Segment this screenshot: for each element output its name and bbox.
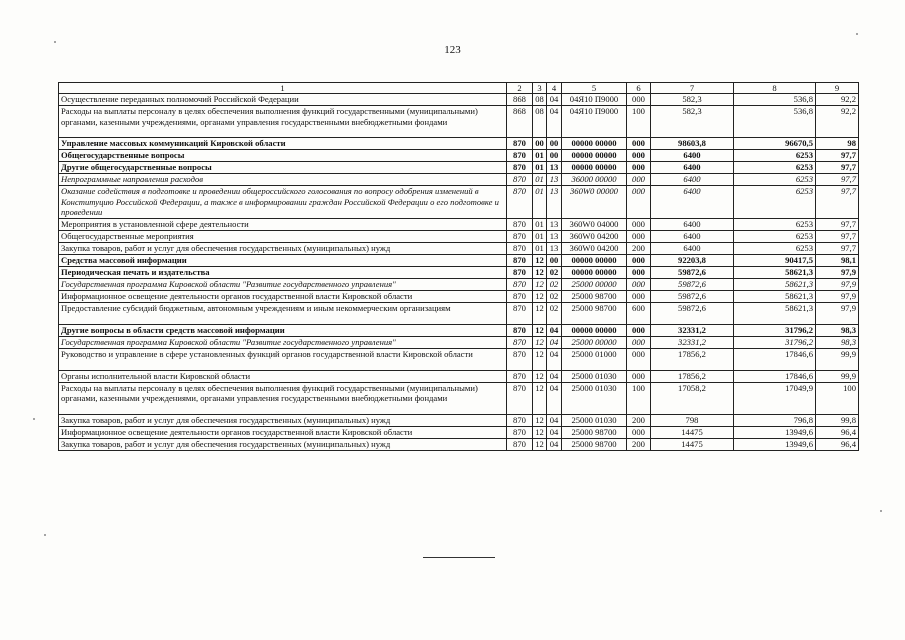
table-body (59, 83, 859, 451)
footer-divider (423, 557, 495, 558)
cell-col-article: 25000 98700 (562, 290, 627, 302)
cell-col-planned: 59872,6 (651, 302, 734, 324)
table-row (59, 174, 859, 186)
cell-col-expense-type: 000 (627, 278, 651, 290)
cell-col-section: 01 (533, 186, 547, 218)
cell-col-ministry: 870 (507, 230, 533, 242)
cell-col-expense-type: 000 (627, 324, 651, 336)
cell-col-article: 25000 98700 (562, 438, 627, 450)
cell-col-article: 360W0 04200 (562, 230, 627, 242)
cell-col-executed: 58621,3 (734, 266, 816, 278)
cell-col-ministry: 870 (507, 414, 533, 426)
cell-col-ministry: 870 (507, 426, 533, 438)
table-row (59, 336, 859, 348)
cell-col-planned: 6400 (651, 186, 734, 218)
cell-col-subsection: 04 (547, 348, 562, 370)
cell-col-expense-type: 000 (627, 174, 651, 186)
cell-col-subsection: 02 (547, 278, 562, 290)
table-row (59, 426, 859, 438)
cell-col-section: 12 (533, 266, 547, 278)
cell-col-name: Государственная программа Кировской области "Развитие государственного управления" (59, 278, 507, 290)
cell-col-section: 12 (533, 438, 547, 450)
table-row (59, 438, 859, 450)
cell-col-ministry: 870 (507, 324, 533, 336)
cell-col-ministry: 868 (507, 94, 533, 106)
cell-col-name: Мероприятия в установленной сфере деятельности (59, 218, 507, 230)
cell-col-subsection: 04 (547, 426, 562, 438)
cell-col-article: 25000 01030 (562, 414, 627, 426)
cell-col-percent: 97,7 (816, 242, 859, 254)
cell-col-article: 360W0 00000 (562, 186, 627, 218)
cell-col-expense-type: 000 (627, 138, 651, 150)
cell-col-planned: 17856,2 (651, 348, 734, 370)
cell-col-subsection: 04 (547, 336, 562, 348)
cell-col-percent: 98 (816, 138, 859, 150)
cell-col-subsection: 13 (547, 218, 562, 230)
cell-col-subsection: 13 (547, 186, 562, 218)
cell-col-executed: 17846,6 (734, 370, 816, 382)
table-row (59, 278, 859, 290)
cell-col-name: Расходы на выплаты персоналу в целях обеспечения выполнения функций государственными (муниципальными) органами, казенными учреждениями, органами управления государственными внебюджетными фондами (59, 382, 507, 414)
cell-col-section: 12 (533, 254, 547, 266)
cell-col-percent: 96,4 (816, 426, 859, 438)
table-row (59, 162, 859, 174)
scan-speck (54, 41, 56, 43)
cell-col-section: 12 (533, 336, 547, 348)
cell-col-planned: 14475 (651, 426, 734, 438)
cell-col-expense-type: 100 (627, 382, 651, 414)
cell-col-executed: 17846,6 (734, 348, 816, 370)
cell-col-percent: 96,4 (816, 438, 859, 450)
cell-col-planned: 17856,2 (651, 370, 734, 382)
cell-col-expense-type: 200 (627, 242, 651, 254)
cell-col-name: Закупка товаров, работ и услуг для обеспечения государственных (муниципальных) нужд (59, 438, 507, 450)
cell-col-article: 04Я10 П9000 (562, 94, 627, 106)
cell-col-executed: 58621,3 (734, 302, 816, 324)
cell-col-ministry: 870 (507, 186, 533, 218)
cell-col-subsection: 04 (547, 438, 562, 450)
cell-col-section: 01 (533, 150, 547, 162)
cell-col-section: 12 (533, 290, 547, 302)
cell-col-section: 12 (533, 324, 547, 336)
cell-col-subsection: 04 (547, 324, 562, 336)
cell-col-subsection: 13 (547, 230, 562, 242)
cell-col-percent: 97,7 (816, 218, 859, 230)
cell-col-expense-type: 000 (627, 266, 651, 278)
cell-col-expense-type: 000 (627, 426, 651, 438)
table-row (59, 324, 859, 336)
cell-col-article: 25000 01000 (562, 348, 627, 370)
cell-col-expense-type: 200 (627, 438, 651, 450)
table-row (59, 370, 859, 382)
cell-col-ministry: 868 (507, 106, 533, 138)
cell-col-article: 25000 00000 (562, 336, 627, 348)
header-cell-col-section: 3 (533, 83, 547, 94)
table-row (59, 150, 859, 162)
cell-col-section: 01 (533, 218, 547, 230)
header-cell-col-percent: 9 (816, 83, 859, 94)
cell-col-planned: 92203,8 (651, 254, 734, 266)
header-cell-col-executed: 8 (734, 83, 816, 94)
cell-col-ministry: 870 (507, 348, 533, 370)
cell-col-ministry: 870 (507, 150, 533, 162)
cell-col-subsection: 04 (547, 414, 562, 426)
table-row (59, 242, 859, 254)
budget-table (58, 82, 859, 451)
cell-col-name: Другие вопросы в области средств массовой информации (59, 324, 507, 336)
cell-col-planned: 798 (651, 414, 734, 426)
header-cell-col-planned: 7 (651, 83, 734, 94)
cell-col-percent: 97,7 (816, 186, 859, 218)
cell-col-section: 01 (533, 242, 547, 254)
cell-col-planned: 6400 (651, 162, 734, 174)
cell-col-expense-type: 000 (627, 230, 651, 242)
cell-col-expense-type: 000 (627, 290, 651, 302)
cell-col-name: Органы исполнительной власти Кировской области (59, 370, 507, 382)
header-cell-col-expense-type: 6 (627, 83, 651, 94)
cell-col-subsection: 13 (547, 242, 562, 254)
cell-col-executed: 796,8 (734, 414, 816, 426)
table-row (59, 254, 859, 266)
cell-col-subsection: 00 (547, 150, 562, 162)
cell-col-article: 00000 00000 (562, 162, 627, 174)
cell-col-article: 25000 98700 (562, 426, 627, 438)
cell-col-section: 01 (533, 230, 547, 242)
cell-col-executed: 17049,9 (734, 382, 816, 414)
cell-col-article: 00000 00000 (562, 324, 627, 336)
cell-col-percent: 97,7 (816, 230, 859, 242)
cell-col-section: 01 (533, 162, 547, 174)
cell-col-percent: 99,8 (816, 414, 859, 426)
cell-col-article: 00000 00000 (562, 254, 627, 266)
cell-col-section: 00 (533, 138, 547, 150)
cell-col-expense-type: 000 (627, 94, 651, 106)
cell-col-expense-type: 000 (627, 218, 651, 230)
cell-col-subsection: 04 (547, 106, 562, 138)
table-row (59, 266, 859, 278)
cell-col-percent: 97,7 (816, 150, 859, 162)
table-row (59, 94, 859, 106)
cell-col-executed: 536,8 (734, 106, 816, 138)
cell-col-ministry: 870 (507, 290, 533, 302)
cell-col-ministry: 870 (507, 174, 533, 186)
cell-col-ministry: 870 (507, 218, 533, 230)
cell-col-percent: 100 (816, 382, 859, 414)
cell-col-section: 08 (533, 94, 547, 106)
cell-col-section: 01 (533, 174, 547, 186)
cell-col-ministry: 870 (507, 138, 533, 150)
cell-col-section: 12 (533, 426, 547, 438)
scan-speck (44, 534, 46, 536)
cell-col-article: 360W0 04000 (562, 218, 627, 230)
cell-col-subsection: 04 (547, 94, 562, 106)
cell-col-planned: 32331,2 (651, 336, 734, 348)
cell-col-section: 12 (533, 370, 547, 382)
cell-col-executed: 6253 (734, 162, 816, 174)
cell-col-percent: 98,3 (816, 336, 859, 348)
cell-col-percent: 97,9 (816, 302, 859, 324)
cell-col-name: Предоставление субсидий бюджетным, автономным учреждениям и иным некоммерческим организациям (59, 302, 507, 324)
cell-col-section: 12 (533, 278, 547, 290)
cell-col-ministry: 870 (507, 382, 533, 414)
cell-col-percent: 98,3 (816, 324, 859, 336)
cell-col-planned: 6400 (651, 150, 734, 162)
cell-col-name: Управление массовых коммуникаций Кировской области (59, 138, 507, 150)
cell-col-ministry: 870 (507, 278, 533, 290)
cell-col-planned: 17058,2 (651, 382, 734, 414)
cell-col-name: Периодическая печать и издательства (59, 266, 507, 278)
cell-col-name: Информационное освещение деятельности органов государственной власти Кировской области (59, 290, 507, 302)
cell-col-percent: 99,9 (816, 370, 859, 382)
cell-col-percent: 97,9 (816, 266, 859, 278)
cell-col-subsection: 00 (547, 138, 562, 150)
cell-col-name: Закупка товаров, работ и услуг для обеспечения государственных (муниципальных) нужд (59, 414, 507, 426)
cell-col-name: Закупка товаров, работ и услуг для обеспечения государственных (муниципальных) нужд (59, 242, 507, 254)
cell-col-ministry: 870 (507, 438, 533, 450)
cell-col-percent: 97,7 (816, 162, 859, 174)
cell-col-executed: 6253 (734, 230, 816, 242)
cell-col-executed: 6253 (734, 218, 816, 230)
cell-col-ministry: 870 (507, 242, 533, 254)
scan-speck (880, 510, 882, 512)
cell-col-article: 00000 00000 (562, 138, 627, 150)
cell-col-expense-type: 000 (627, 348, 651, 370)
cell-col-name: Общегосударственные мероприятия (59, 230, 507, 242)
table-row (59, 218, 859, 230)
cell-col-ministry: 870 (507, 336, 533, 348)
cell-col-planned: 59872,6 (651, 290, 734, 302)
cell-col-percent: 92,2 (816, 94, 859, 106)
header-cell-col-subsection: 4 (547, 83, 562, 94)
cell-col-article: 25000 00000 (562, 278, 627, 290)
cell-col-name: Государственная программа Кировской области "Развитие государственного управления" (59, 336, 507, 348)
cell-col-percent: 97,7 (816, 174, 859, 186)
cell-col-executed: 31796,2 (734, 324, 816, 336)
table-row (59, 290, 859, 302)
cell-col-section: 08 (533, 106, 547, 138)
cell-col-percent: 97,9 (816, 278, 859, 290)
cell-col-planned: 582,3 (651, 106, 734, 138)
cell-col-article: 36000 00000 (562, 174, 627, 186)
cell-col-subsection: 02 (547, 266, 562, 278)
cell-col-percent: 92,2 (816, 106, 859, 138)
cell-col-article: 25000 01030 (562, 382, 627, 414)
cell-col-subsection: 04 (547, 370, 562, 382)
cell-col-expense-type: 000 (627, 186, 651, 218)
cell-col-ministry: 870 (507, 162, 533, 174)
cell-col-subsection: 02 (547, 302, 562, 324)
cell-col-name: Расходы на выплаты персоналу в целях обеспечения выполнения функций государственными (муниципальными) органами, казенными учреждениями, органами управления государственными внебюджетными фондами (59, 106, 507, 138)
cell-col-section: 12 (533, 348, 547, 370)
cell-col-name: Руководство и управление в сфере установленных функций органов государственной власти Кировской области (59, 348, 507, 370)
table-row (59, 230, 859, 242)
cell-col-ministry: 870 (507, 370, 533, 382)
cell-col-expense-type: 000 (627, 370, 651, 382)
cell-col-executed: 90417,5 (734, 254, 816, 266)
cell-col-executed: 96670,5 (734, 138, 816, 150)
cell-col-section: 12 (533, 302, 547, 324)
cell-col-name: Другие общегосударственные вопросы (59, 162, 507, 174)
cell-col-expense-type: 000 (627, 336, 651, 348)
table-row (59, 106, 859, 138)
table-row (59, 186, 859, 218)
cell-col-executed: 6253 (734, 150, 816, 162)
header-cell-col-article: 5 (562, 83, 627, 94)
cell-col-planned: 6400 (651, 242, 734, 254)
cell-col-article: 04Я10 П9000 (562, 106, 627, 138)
header-cell-col-ministry: 2 (507, 83, 533, 94)
cell-col-planned: 32331,2 (651, 324, 734, 336)
cell-col-executed: 6253 (734, 186, 816, 218)
cell-col-planned: 14475 (651, 438, 734, 450)
cell-col-ministry: 870 (507, 302, 533, 324)
cell-col-percent: 97,9 (816, 290, 859, 302)
cell-col-name: Осуществление переданных полномочий Российской Федерации (59, 94, 507, 106)
cell-col-article: 00000 00000 (562, 150, 627, 162)
cell-col-expense-type: 000 (627, 150, 651, 162)
cell-col-name: Непрограммные направления расходов (59, 174, 507, 186)
cell-col-planned: 6400 (651, 230, 734, 242)
cell-col-executed: 13949,6 (734, 438, 816, 450)
cell-col-expense-type: 200 (627, 414, 651, 426)
cell-col-subsection: 02 (547, 290, 562, 302)
cell-col-expense-type: 000 (627, 162, 651, 174)
cell-col-article: 25000 01030 (562, 370, 627, 382)
cell-col-executed: 6253 (734, 242, 816, 254)
table-header-row (59, 83, 859, 94)
cell-col-expense-type: 000 (627, 254, 651, 266)
page-number: 123 (444, 44, 461, 56)
cell-col-executed: 536,8 (734, 94, 816, 106)
cell-col-ministry: 870 (507, 266, 533, 278)
cell-col-planned: 59872,6 (651, 266, 734, 278)
cell-col-executed: 13949,6 (734, 426, 816, 438)
cell-col-name: Информационное освещение деятельности органов государственной власти Кировской области (59, 426, 507, 438)
cell-col-planned: 582,3 (651, 94, 734, 106)
cell-col-percent: 98,1 (816, 254, 859, 266)
table-row (59, 382, 859, 414)
cell-col-executed: 58621,3 (734, 278, 816, 290)
cell-col-article: 360W0 04200 (562, 242, 627, 254)
cell-col-subsection: 00 (547, 254, 562, 266)
cell-col-article: 25000 98700 (562, 302, 627, 324)
cell-col-name: Общегосударственные вопросы (59, 150, 507, 162)
table-row (59, 348, 859, 370)
cell-col-planned: 6400 (651, 218, 734, 230)
cell-col-article: 00000 00000 (562, 266, 627, 278)
cell-col-ministry: 870 (507, 254, 533, 266)
table-row (59, 138, 859, 150)
cell-col-section: 12 (533, 382, 547, 414)
scan-speck (33, 418, 35, 420)
cell-col-subsection: 13 (547, 174, 562, 186)
table-row (59, 302, 859, 324)
cell-col-name: Средства массовой информации (59, 254, 507, 266)
cell-col-subsection: 13 (547, 162, 562, 174)
cell-col-percent: 99,9 (816, 348, 859, 370)
cell-col-name: Оказание содействия в подготовке и проведении общероссийского голосования по вопросу одобрения изменений в Конституцию Российской Федерации, а также в информировании граждан Российской Федерации о его подготовке и проведении (59, 186, 507, 218)
cell-col-planned: 98603,8 (651, 138, 734, 150)
cell-col-executed: 31796,2 (734, 336, 816, 348)
cell-col-section: 12 (533, 414, 547, 426)
scan-speck (856, 33, 858, 35)
cell-col-planned: 6400 (651, 174, 734, 186)
cell-col-executed: 58621,3 (734, 290, 816, 302)
cell-col-planned: 59872,6 (651, 278, 734, 290)
header-cell-col-name: 1 (59, 83, 507, 94)
cell-col-expense-type: 100 (627, 106, 651, 138)
cell-col-subsection: 04 (547, 382, 562, 414)
cell-col-executed: 6253 (734, 174, 816, 186)
table-row (59, 414, 859, 426)
cell-col-expense-type: 600 (627, 302, 651, 324)
